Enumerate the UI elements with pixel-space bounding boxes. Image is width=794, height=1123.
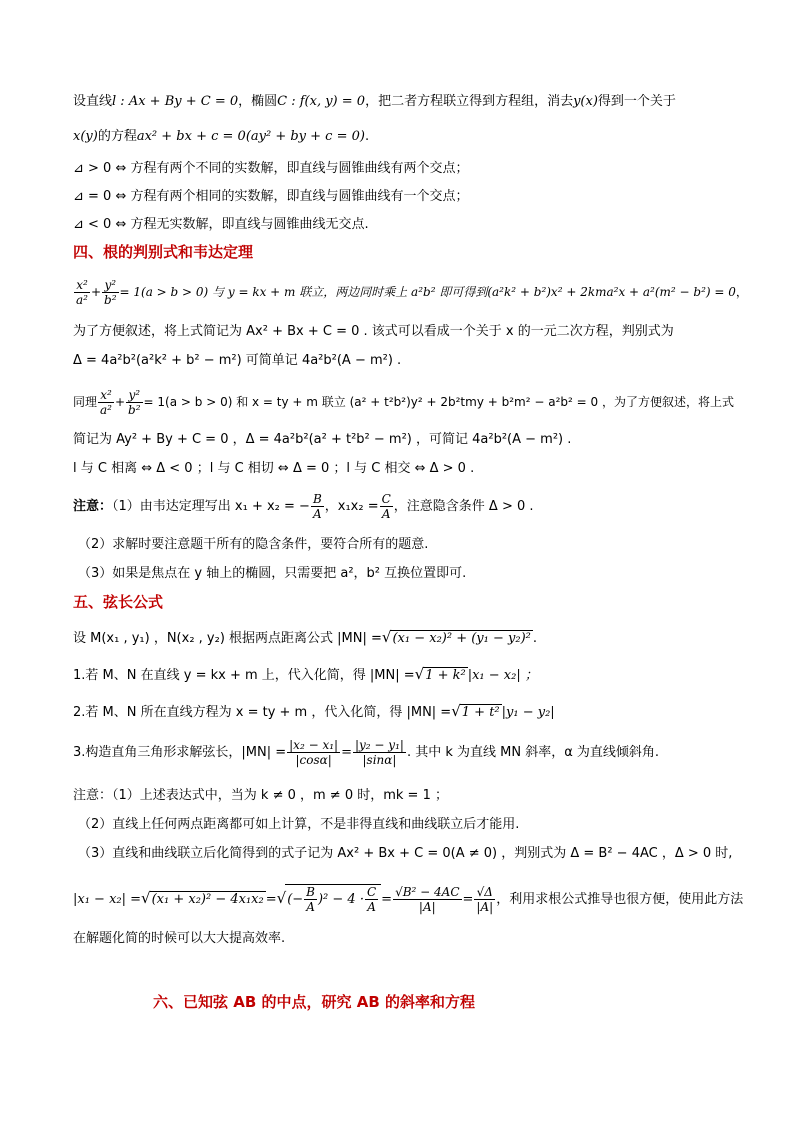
note-2: （2）求解时要注意题干所有的隐含条件，要符合所有的题意. (78, 537, 429, 552)
equals: = (462, 892, 474, 907)
section-title-5: 五、弦长公式 (73, 593, 164, 611)
fraction-C-A: $\frac{C}{A}$ (366, 885, 377, 914)
position-relation: l 与 C 相离 ⇔ Δ < 0 ；l 与 C 相切 ⇔ Δ = 0 ；l 与 C 相交 ⇔ Δ > 0 . (73, 461, 475, 476)
radicand: 1 + k² (425, 668, 466, 683)
text: ，利用求根公式推导也很方便，使用此方法 (496, 892, 744, 907)
text: 3.构造直角三角形求解弦长，|MN| = (73, 745, 287, 760)
fraction-cos: $\frac{\text{|x₂ − x₁|}}{|\cos\alpha|}$ (289, 738, 339, 767)
note-label: 注意： (73, 499, 113, 514)
sqrt-sign: √ (451, 702, 461, 720)
text: = 1(a > b > 0) 和 x = ty + m 联立 (a² + t²b²)y² + 2b²tmy + b²m² − a²b² = 0 ，为了方便叙述，将上式 (143, 395, 734, 409)
curve-equation: C : f(x, y) = 0 (277, 94, 366, 109)
simplified-line: 为了方便叙述，将上式简记为 Ax² + Bx + C = 0 . 该式可以看成一个关于 x 的一元二次方程，判别式为 (73, 324, 674, 339)
fraction-y2-b2: $\frac{\text{y²}}{\text{b²}}$ (128, 388, 141, 417)
text: |y₁ − y₂| (501, 705, 555, 720)
text: = 1(a > b > 0) 与 y = kx + m 联立，两边同时乘上 a²b² 即可得到 (119, 285, 488, 299)
chord-formula-angle (73, 738, 659, 767)
fraction-B-A: $\frac{B}{A}$ (306, 885, 315, 914)
text: ， (735, 285, 748, 299)
text: 设直线 (73, 94, 113, 109)
discriminant-line: Δ = 4a²b²(a²k² + b² − m²) 可简单记 4a²b²(A − m²) . (73, 353, 402, 368)
fraction-sqrt-delta: $\frac{√\Delta}{|A|}$ (476, 885, 494, 914)
plus: + (114, 395, 126, 409)
equals: = (341, 745, 352, 760)
section-title-4: 四、根的判别式和韦达定理 (73, 243, 254, 261)
derivation-end: 在解题化简的时候可以大大提高效率. (73, 931, 286, 946)
fraction-x2-a2: $\frac{\text{x²}}{\text{a²}}$ (100, 388, 112, 417)
quadratic-equation: ax² + bx + c = 0(ay² + by + c = 0) (136, 129, 365, 144)
text: ，椭圆 (238, 94, 278, 109)
text: |x₁ − x₂| ； (467, 668, 538, 683)
text: 2.若 M、N 所在直线方程为 x = ty + m ，代入化简，得 |MN| = (73, 705, 452, 720)
note-3: （3）如果是焦点在 y 轴上的椭圆，只需要把 a²，b² 互换位置即可. (78, 566, 467, 581)
fraction-B-A: $\frac{B}{A}$ (312, 492, 322, 521)
text: ，注意隐含条件 Δ > 0 . (393, 499, 534, 514)
sqrt-sign: √ (141, 889, 151, 907)
math: x(y) (73, 129, 98, 144)
text: 的方程 (97, 129, 137, 144)
simplified-line-2: 简记为 Ay² + By + C = 0 ，Δ = 4a²b²(a² + t²b² − m²) ，可简记 4a²b²(A − m²) . (73, 432, 572, 447)
plus: + (90, 285, 102, 299)
text: 同理 (73, 395, 98, 409)
sqrt-sign: √ (414, 665, 425, 683)
delta-negative: ⊿ < 0 ⇔ 方程无实数解，即直线与圆锥曲线无交点. (73, 217, 369, 232)
chord-length-derivation (73, 884, 743, 914)
math: y(x) (573, 94, 598, 109)
equals: = (265, 892, 277, 907)
sqrt-sign: √ (381, 628, 392, 646)
intro-line-2 (73, 127, 369, 147)
text: |x₁ − x₂| = (73, 892, 142, 907)
fraction-sin: $\frac{\text{|y₂ − y₁|}}{|\sin\alpha|}$ (354, 738, 404, 767)
combined-equation: (a²k² + b²)x² + 2kma²x + a²(m² − b²) = 0 (487, 285, 736, 299)
chord-formula-t (73, 701, 555, 723)
text: ，把二者方程联立得到方程组，消去 (365, 94, 574, 109)
note-5-1: 注意：（1）上述表达式中，当为 k ≠ 0 ，m ≠ 0 时，mk = 1 ； (73, 788, 448, 803)
text: （1）由韦达定理写出 x₁ + x₂ = − (112, 499, 310, 514)
delta-positive: ⊿ > 0 ⇔ 方程有两个不同的实数解，即直线与圆锥曲线有两个交点； (73, 161, 469, 176)
section-title-6: 六、已知弦 AB 的中点，研究 AB 的斜率和方程 (153, 993, 475, 1011)
chord-formula-k (73, 664, 538, 686)
note-5-2: （2）直线上任何两点距离都可如上计算，不是非得直线和曲线联立后才能用. (78, 817, 520, 832)
fraction-x2-a2: $\frac{\text{x²}}{\text{a²}}$ (76, 278, 88, 307)
text: 得到一个关于 (597, 94, 676, 109)
note-5-3: （3）直线和曲线联立后化简得到的式子记为 Ax² + Bx + C = 0(A ≠ 0) ，判别式为 Δ = B² − 4AC ，Δ > 0 时, (78, 846, 733, 861)
radicand: (x₁ + x₂)² − 4x₁x₂ (151, 892, 264, 907)
note-1 (73, 492, 534, 521)
ellipse-line-2 (73, 388, 734, 417)
fraction-sqrt-discriminant: $\frac{\text{√B² − 4AC}}{|A|}$ (395, 885, 460, 914)
text: 设 M(x₁ , y₁) ，N(x₂ , y₂) 根据两点距离公式 |MN| = (73, 631, 382, 646)
line-equation: l : Ax + By + C = 0 (112, 94, 239, 109)
text: . (532, 631, 537, 646)
fraction-C-A: $\frac{C}{A}$ (381, 492, 391, 521)
radicand: (x₁ − x₂)² + (y₁ − y₂)² (392, 631, 531, 646)
fraction-y2-b2: $\frac{\text{y²}}{\text{b²}}$ (104, 278, 117, 307)
text: 1.若 M、N 在直线 y = kx + m 上，代入化简，得 |MN| = (73, 668, 415, 683)
equals: = (381, 892, 393, 907)
radicand-fraction: (− $\frac{B}{A}$ )² − 4 · $\frac{C}{A}$ (285, 884, 381, 914)
text: ，x₁x₂ = (324, 499, 379, 514)
sqrt-sign: √ (276, 889, 287, 907)
intro-line-1 (73, 92, 676, 112)
text: . (364, 129, 370, 144)
ellipse-line-1 (73, 278, 748, 307)
delta-zero: ⊿ = 0 ⇔ 方程有两个相同的实数解，即直线与圆锥曲线有一个交点； (73, 189, 469, 204)
text: . 其中 k 为直线 MN 斜率，α 为直线倾斜角. (406, 745, 660, 760)
distance-formula (73, 627, 537, 649)
radicand: 1 + t² (461, 705, 500, 720)
